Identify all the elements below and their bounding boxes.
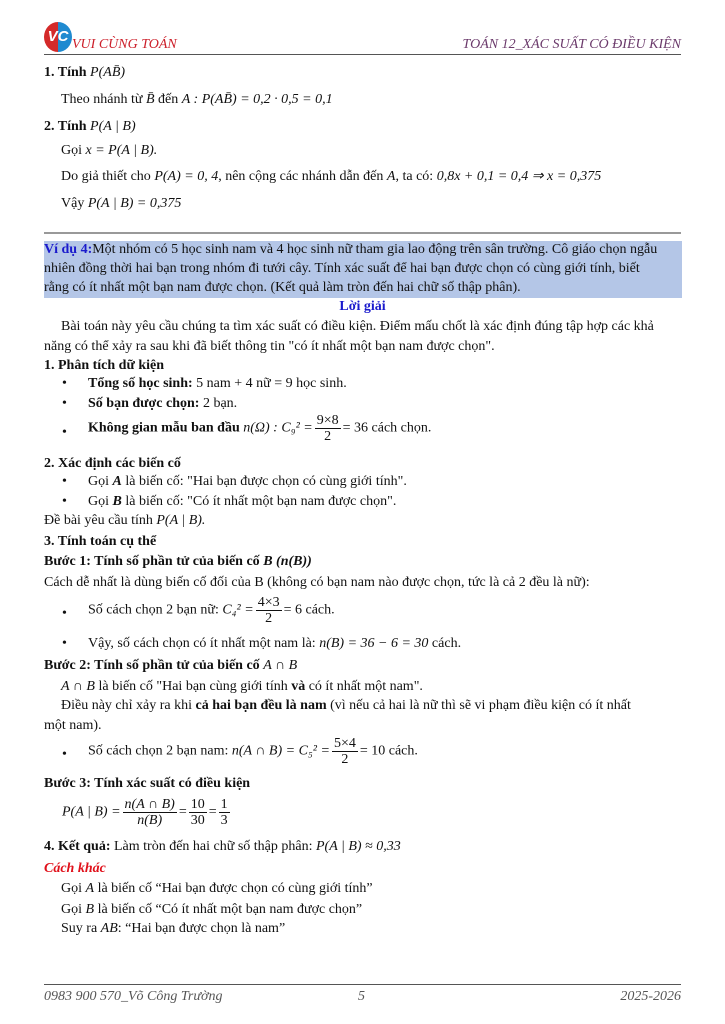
- list-item: • Số cách chọn 2 bạn nữ: C₄² = $\frac{4\times 3}{2}$ = 6 cách.: [62, 595, 335, 626]
- list-item: • Vậy, số cách chọn có ít nhất một nam là: n(B) = 36 − 6 = 30 cách.: [62, 636, 462, 651]
- section-1: 1. Phân tích dữ kiện: [44, 358, 165, 373]
- intro-line-1: Bài toán này yêu cầu chúng ta tìm xác suất có điều kiện. Điểm mấu chốt là xác định đúng tập hợp các khả: [61, 319, 654, 334]
- heading-1: 1. Tính P(AB̄): [44, 65, 126, 80]
- step-1-desc: Cách dễ nhất là dùng biến cố đối của B (không có bạn nam nào được chọn, tức là cả 2 đều là nữ):: [44, 575, 590, 590]
- step-2-line-1: A ∩ B là biến cố "Hai bạn cùng giới tính và có ít nhất một nam".: [61, 679, 423, 694]
- example-line-1: Ví dụ 4:Một nhóm có 5 học sinh nam và 4 học sinh nữ tham gia lao động trên sân trường. Cô giáo chọn ngẫu: [44, 242, 658, 257]
- footer-divider: [44, 984, 681, 985]
- solution-title: Lời giải: [339, 299, 386, 314]
- header-divider: [44, 54, 681, 55]
- alt-line-1: Gọi A là biến cố “Hai bạn được chọn có cùng giới tính”: [61, 881, 373, 896]
- step-2: Bước 2: Tính số phần tử của biến cố A ∩ B: [44, 658, 298, 673]
- intro-line-2: năng có thể xảy ra sau khi đã biết thông tin "có ít nhất một bạn nam được chọn".: [44, 339, 495, 354]
- prev-line-4: Vậy P(A | B) = 0,375: [61, 196, 182, 211]
- step-2-line-3: một nam).: [44, 718, 102, 733]
- list-item: • Không gian mẫu ban đầu n(Ω) : C₉² = $\frac{9\times 8}{2}$ = 36 cách chọn.: [62, 413, 432, 444]
- step-1: Bước 1: Tính số phần tử của biến cố B (n(B)): [44, 554, 312, 569]
- step-2-line-2: Điều này chỉ xảy ra khi cả hai bạn đều là nam (vì nếu cả hai là nữ thì sẽ vi phạm điều kiện có ít nhất: [61, 698, 631, 713]
- step-3: Bước 3: Tính xác suất có điều kiện: [44, 776, 251, 791]
- example-line-2: nhiên đồng thời hai bạn trong nhóm đi tưới cây. Tính xác suất để hai bạn được chọn có cùng giới tính, biết: [44, 261, 640, 276]
- section-2: 2. Xác định các biến cố: [44, 456, 181, 471]
- alt-line-3: Suy ra AB: “Hai bạn được chọn là nam”: [61, 921, 286, 936]
- list-item: • Số bạn được chọn: 2 bạn.: [62, 396, 238, 411]
- doc-title: TOÁN 12_XÁC SUẤT CÓ ĐIỀU KIỆN: [462, 37, 681, 52]
- section-3: 3. Tính toán cụ thể: [44, 534, 157, 549]
- section-divider: [44, 232, 681, 234]
- requirement-line: Đề bài yêu cầu tính P(A | B).: [44, 513, 206, 528]
- prev-line-3: Do giả thiết cho P(A) = 0, 4, nên cộng các nhánh dẫn đến A, ta có: 0,8x + 0,1 = 0,4 ⇒ x = 0,375: [61, 169, 602, 184]
- prev-line-2: Gọi x = P(A | B).: [61, 143, 158, 158]
- footer-year: 2025-2026: [620, 989, 681, 1004]
- list-item: • Số cách chọn 2 bạn nam: n(A ∩ B) = C₅² = $\frac{5\times 4}{2}$ = 10 cách.: [62, 736, 418, 767]
- section-4: 4. Kết quả: Làm tròn đến hai chữ số thập phân: P(A | B) ≈ 0,33: [44, 839, 401, 854]
- prev-line-1: Theo nhánh từ B̄ đến A : P(AB̄) = 0,2 · 0,5 = 0,1: [61, 92, 333, 107]
- list-item: • Gọi B là biến cố: "Có ít nhất một bạn nam được chọn".: [62, 494, 397, 509]
- logo: VC: [44, 22, 72, 52]
- conditional-formula: P(A | B) = $\frac{n(A \cap B)}{n(B)}$ = $\frac{10}{30}$ = $\frac{1}{3}$: [62, 797, 228, 828]
- page-number: 5: [358, 989, 365, 1004]
- heading-2: 2. Tính P(A | B): [44, 119, 136, 134]
- list-item: • Tổng số học sinh: 5 nam + 4 nữ = 9 học sinh.: [62, 376, 347, 391]
- example-line-3: rằng có ít nhất một bạn nam được chọn. (Kết quả làm tròn đến hai chữ số thập phân).: [44, 280, 521, 295]
- alt-heading: Cách khác: [44, 861, 106, 876]
- footer-author: 0983 900 570_Võ Công Trường: [44, 989, 223, 1004]
- brand-name: VUI CÙNG TOÁN: [72, 37, 177, 52]
- alt-line-2: Gọi B là biến cố “Có ít nhất một bạn nam được chọn”: [61, 902, 363, 917]
- list-item: • Gọi A là biến cố: "Hai bạn được chọn có cùng giới tính".: [62, 474, 407, 489]
